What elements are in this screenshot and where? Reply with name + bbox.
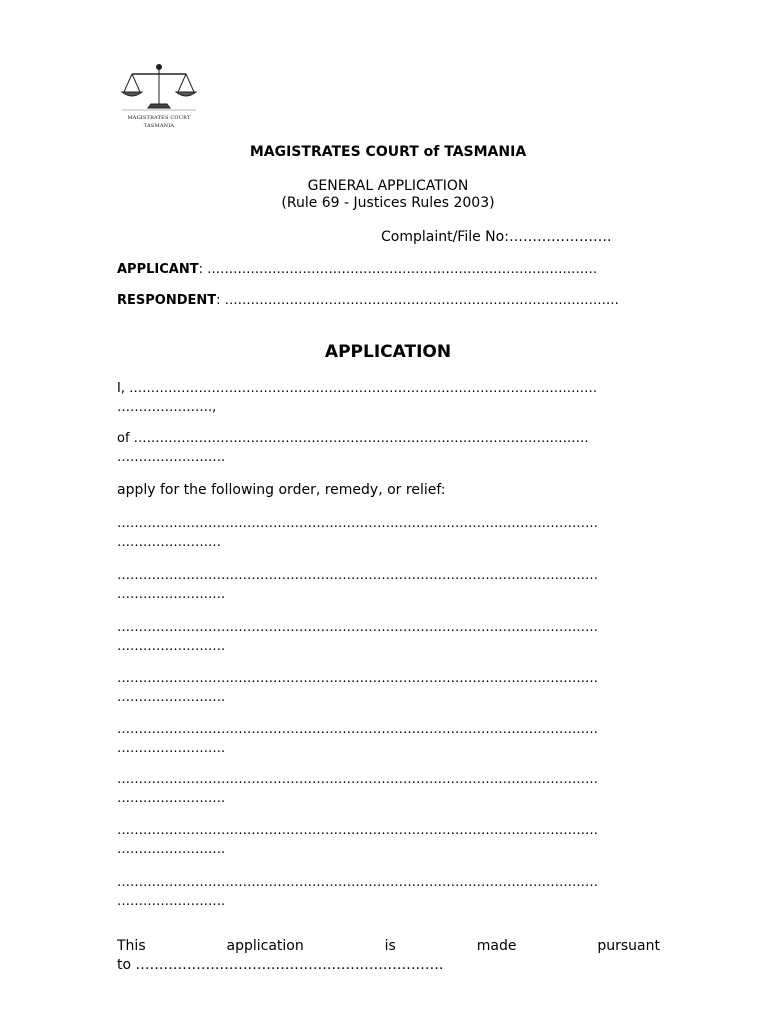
pursuant-word: This — [117, 938, 146, 954]
relief-line-tail[interactable]: …………………… — [117, 535, 221, 550]
relief-line-tail[interactable]: ……………………. — [117, 587, 226, 602]
applicant-address-blank[interactable]: of …………………………………………………………………………………………… — [117, 431, 589, 446]
scales-of-justice-icon — [118, 60, 200, 116]
relief-line[interactable]: ………………………………………………………………………………………………… — [117, 772, 598, 787]
logo-seal-text: MAGISTRATES COURT — [127, 115, 191, 121]
applicant-field[interactable] — [117, 262, 597, 277]
relief-line-tail[interactable]: ……………………. — [117, 842, 226, 857]
applicant-address-blank-tail[interactable]: ……………………. — [117, 450, 226, 465]
respondent-label: RESPONDENT — [117, 293, 217, 308]
rule-reference: (Rule 69 - Justices Rules 2003) — [281, 195, 495, 211]
pursuant-to-blank[interactable]: to ………………………………………………………… — [117, 957, 444, 973]
applicant-name-blank-tail[interactable]: …………………., — [117, 400, 217, 415]
applicant-name-blank[interactable]: I, ……………………………………………………………………………………………… — [117, 381, 598, 396]
relief-line[interactable]: ………………………………………………………………………………………………… — [117, 722, 598, 737]
form-title: GENERAL APPLICATION — [307, 178, 469, 194]
relief-line-tail[interactable]: ……………………. — [117, 741, 226, 756]
pursuant-sentence — [117, 938, 660, 954]
relief-line[interactable]: ………………………………………………………………………………………………… — [117, 823, 598, 838]
relief-line[interactable]: ………………………………………………………………………………………………… — [117, 568, 598, 583]
respondent-blank[interactable]: : ………………………………………………………………………………. — [216, 293, 619, 308]
file-number-field[interactable] — [381, 229, 611, 245]
apply-instruction: apply for the following order, remedy, or relief: — [117, 482, 446, 498]
relief-line-tail[interactable]: ……………………. — [117, 690, 226, 705]
pursuant-word: is — [384, 938, 396, 954]
relief-line[interactable]: ………………………………………………………………………………………………… — [117, 671, 598, 686]
relief-line-tail[interactable]: ……………………. — [117, 894, 226, 909]
court-logo — [118, 60, 200, 136]
applicant-blank[interactable]: : ……………………………………………………………………………… — [198, 262, 598, 277]
pursuant-word: made — [476, 938, 517, 954]
respondent-field[interactable] — [117, 293, 619, 308]
pursuant-word: application — [226, 938, 304, 954]
logo-seal-subtext: TASMANIA — [143, 123, 175, 129]
application-heading: APPLICATION — [324, 342, 452, 362]
relief-line-tail[interactable]: ……………………. — [117, 639, 226, 654]
applicant-label: APPLICANT — [117, 262, 199, 277]
file-number-label: Complaint/File No: — [381, 229, 509, 245]
file-number-blank[interactable]: …………………. — [508, 229, 612, 245]
court-title: MAGISTRATES COURT of TASMANIA — [249, 144, 527, 160]
relief-line[interactable]: ………………………………………………………………………………………………… — [117, 516, 598, 531]
relief-line[interactable]: ………………………………………………………………………………………………… — [117, 875, 598, 890]
relief-line[interactable]: ………………………………………………………………………………………………… — [117, 620, 598, 635]
relief-line-tail[interactable]: ……………………. — [117, 791, 226, 806]
pursuant-word: pursuant — [597, 938, 660, 954]
